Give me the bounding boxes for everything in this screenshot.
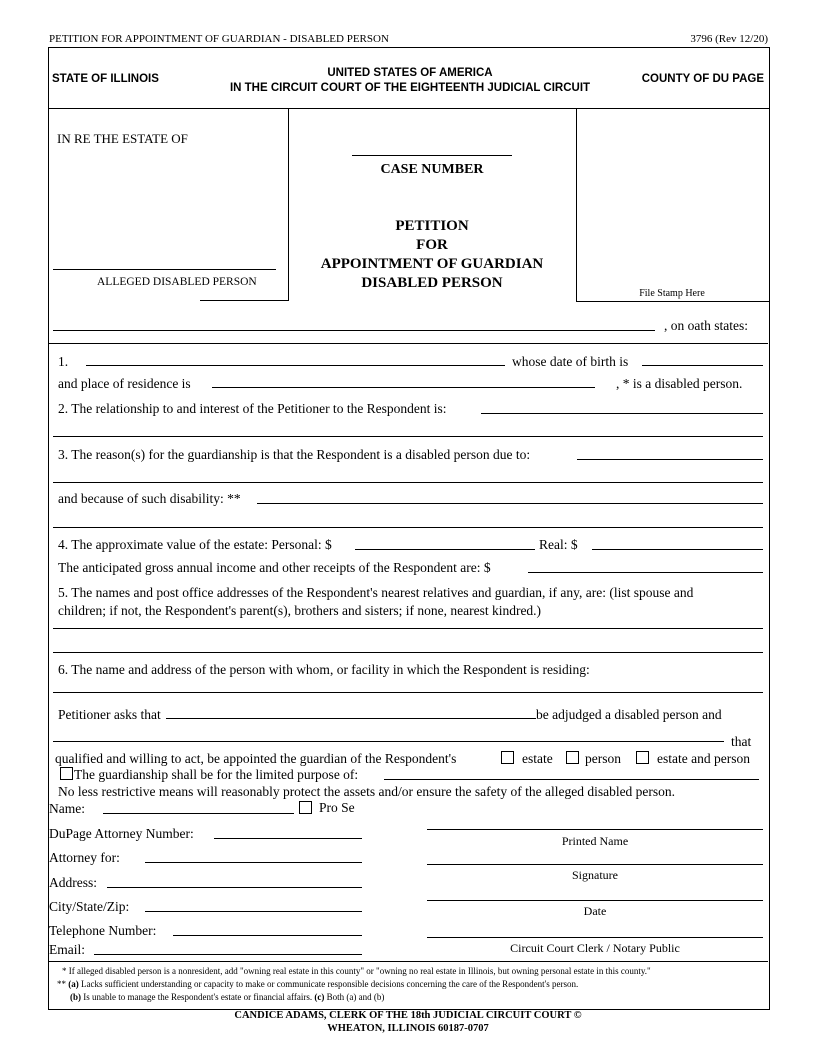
- city-line[interactable]: [145, 911, 362, 912]
- petition-title-1: PETITION: [395, 218, 469, 234]
- footnote-disability-bc: [70, 992, 384, 1002]
- signature-line[interactable]: [427, 864, 763, 865]
- estate-checkbox[interactable]: [501, 751, 514, 764]
- footnote-a-marker: (a): [68, 979, 79, 989]
- attorney-number-label: DuPage Attorney Number:: [49, 826, 194, 841]
- para5-text-2: children; if not, the Respondent's parent(s), brothers and sisters; if none, nearest kindred.): [58, 603, 542, 618]
- state-label: STATE OF ILLINOIS: [52, 73, 159, 85]
- form-number: 3796 (Rev 12/20): [690, 33, 768, 45]
- guardian-name-line[interactable]: [53, 741, 724, 742]
- relatives-line-2[interactable]: [53, 652, 763, 653]
- case-number-line[interactable]: [352, 155, 512, 156]
- footer-address: WHEATON, ILLINOIS 60187-0707: [327, 1023, 489, 1034]
- respondent-line[interactable]: [86, 365, 505, 366]
- file-stamp-label: File Stamp Here: [639, 288, 705, 299]
- footnote-b-text: Is unable to manage the Respondent's estate or financial affairs.: [81, 992, 315, 1002]
- footnote-disability-a: [57, 979, 578, 989]
- telephone-line[interactable]: [173, 935, 362, 936]
- printed-name-line[interactable]: [427, 829, 763, 830]
- para2-text: 2. The relationship to and interest of the Petitioner to the Respondent is:: [58, 401, 447, 416]
- income-line[interactable]: [528, 572, 763, 573]
- date-label: Date: [583, 904, 607, 918]
- estate-and-person-label: estate and person: [657, 751, 750, 766]
- relationship-line[interactable]: [481, 413, 763, 414]
- caption-left-divider: [288, 108, 289, 300]
- disability-line[interactable]: [257, 503, 763, 504]
- para4-text: 4. The approximate value of the estate: Personal: $: [58, 537, 332, 552]
- form-title: PETITION FOR APPOINTMENT OF GUARDIAN - DISABLED PERSON: [49, 33, 389, 45]
- dob-label: whose date of birth is: [512, 354, 629, 369]
- attorney-number-line[interactable]: [214, 838, 362, 839]
- footnote-nonresident: * If alleged disabled person is a nonresident, add "owning real estate in this county" or "owning no real estate in Illinois, but owning personal estate in this county.": [62, 966, 651, 976]
- income-label: The anticipated gross annual income and other receipts of the Respondent are: $: [58, 560, 491, 575]
- address-label: Address:: [49, 875, 97, 890]
- country-label: UNITED STATES OF AMERICA: [327, 67, 493, 79]
- real-label: Real: $: [539, 537, 578, 552]
- disability-line-2[interactable]: [53, 527, 763, 528]
- footnote-c-marker: (c): [314, 992, 325, 1002]
- date-line[interactable]: [427, 900, 763, 901]
- residence-label: and place of residence is: [58, 376, 191, 391]
- disability-label: and because of such disability: **: [58, 491, 241, 506]
- para5-text-1: 5. The names and post office addresses of the Respondent's nearest relatives and guardian, if any, are: (list spouse and: [58, 585, 694, 600]
- person-label: person: [585, 751, 621, 766]
- court-label: IN THE CIRCUIT COURT OF THE EIGHTEENTH JUDICIAL CIRCUIT: [229, 82, 591, 94]
- limited-purpose-checkbox[interactable]: [60, 767, 73, 780]
- limited-purpose-label: The guardianship shall be for the limited purpose of:: [74, 767, 359, 782]
- pro-se-label: Pro Se: [319, 800, 355, 815]
- person-checkbox[interactable]: [566, 751, 579, 764]
- printed-name-label: Printed Name: [561, 834, 629, 848]
- telephone-label: Telephone Number:: [49, 923, 157, 938]
- email-line[interactable]: [94, 954, 362, 955]
- petitioner-name-line[interactable]: [53, 330, 655, 331]
- respondent-name-line[interactable]: [53, 269, 276, 270]
- clerk-label: Circuit Court Clerk / Notary Public: [510, 941, 680, 955]
- footnote-rule: [48, 961, 768, 962]
- para3-text: 3. The reason(s) for the guardianship is that the Respondent is a disabled person due to:: [58, 447, 531, 462]
- name-label: Name:: [49, 801, 85, 816]
- file-stamp-box: [576, 108, 770, 302]
- residence-line[interactable]: [212, 387, 595, 388]
- section-rule: [48, 343, 768, 344]
- caption-left-bottom: [200, 300, 289, 301]
- city-label: City/State/Zip:: [49, 899, 130, 914]
- clerk-line[interactable]: [427, 937, 763, 938]
- petition-title-2: FOR: [416, 237, 448, 253]
- estate-label: estate: [522, 751, 553, 766]
- name-line[interactable]: [103, 813, 294, 814]
- real-value-line[interactable]: [592, 549, 763, 550]
- county-label: COUNTY OF DU PAGE: [641, 73, 764, 85]
- para6-text: 6. The name and address of the person with whom, or facility in which the Respondent is residing:: [58, 662, 590, 677]
- footnote-a-text: Lacks sufficient understanding or capacity to make or communicate responsible decisions concerning the care of the Respondent's person.: [78, 979, 579, 989]
- relationship-line-2[interactable]: [53, 436, 763, 437]
- para1-number: 1.: [58, 354, 69, 369]
- adjudged-name-line[interactable]: [166, 718, 536, 719]
- disabled-person-text: , * is a disabled person.: [616, 376, 743, 391]
- adjudged-text: be adjudged a disabled person and: [536, 707, 722, 722]
- email-label: Email:: [49, 942, 85, 957]
- case-number-label: CASE NUMBER: [380, 162, 484, 177]
- restrictive-means-text: No less restrictive means will reasonably protect the assets and/or ensure the safety of the alleged disabled person.: [58, 784, 676, 799]
- signature-label: Signature: [572, 868, 618, 882]
- footnote-double-star: **: [57, 979, 69, 989]
- footnote-b-marker: (b): [70, 992, 81, 1002]
- in-re-label: IN RE THE ESTATE OF: [57, 131, 188, 146]
- estate-and-person-checkbox[interactable]: [636, 751, 649, 764]
- petition-title-4: DISABLED PERSON: [361, 275, 503, 291]
- pro-se-checkbox[interactable]: [299, 801, 312, 814]
- that-text: that: [731, 734, 752, 749]
- personal-value-line[interactable]: [355, 549, 535, 550]
- petition-title-3: APPOINTMENT OF GUARDIAN: [320, 256, 544, 272]
- attorney-for-label: Attorney for:: [49, 850, 120, 865]
- qualified-text: qualified and willing to act, be appointed the guardian of the Respondent's: [55, 751, 457, 766]
- limited-purpose-line[interactable]: [384, 779, 759, 780]
- residence-facility-line[interactable]: [53, 692, 763, 693]
- attorney-for-line[interactable]: [145, 862, 362, 863]
- reason-line[interactable]: [577, 459, 763, 460]
- oath-text: , on oath states:: [664, 318, 748, 333]
- reason-line-2[interactable]: [53, 482, 763, 483]
- dob-line[interactable]: [642, 365, 763, 366]
- address-line[interactable]: [107, 887, 362, 888]
- asks-label: Petitioner asks that: [58, 707, 161, 722]
- footer-clerk: CANDICE ADAMS, CLERK OF THE 18th JUDICIAL CIRCUIT COURT ©: [234, 1010, 582, 1021]
- relatives-line-1[interactable]: [53, 628, 763, 629]
- alleged-disabled-label: ALLEGED DISABLED PERSON: [97, 276, 257, 288]
- footnote-c-text: Both (a) and (b): [324, 992, 385, 1002]
